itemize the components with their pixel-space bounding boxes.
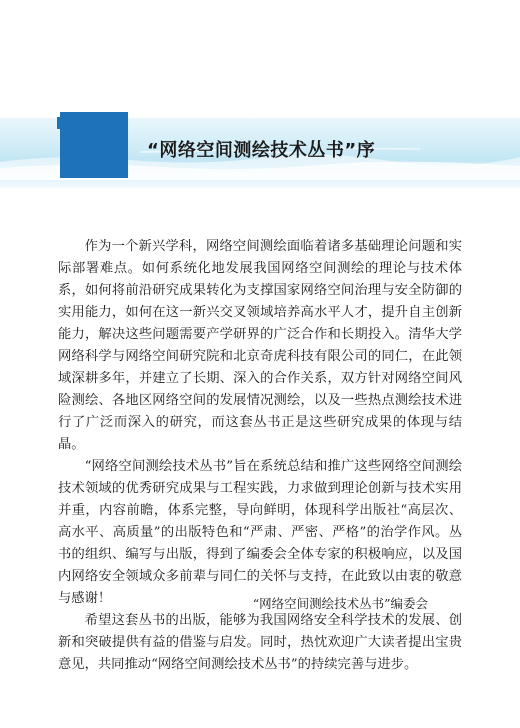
editorial-signature: “网络空间测绘技术丛书”编委会 <box>252 596 428 611</box>
paragraph-1: 作为一个新兴学科，网络空间测绘面临着诸多基础理论问题和实际部署难点。如何系统化地发展我国网络空间测绘的理论与技术体系，如何将前沿研究成果转化为支撑国家网络空间治理与安全防御的实用能力，如何在这一新兴交叉领域培养高水平人才，提升自主创新能力，解决这些问题需要产学研界的广泛合作和长期投入。清华大学网络科学与网络空间研究院和北京奇虎科技有限公司的同仁，在此领域深耕多年，并建立了长期、深入的合作关系，双方针对网络空间风险测绘、各地区网络空间的发展情况测绘，以及一些热点测绘技术进行了广泛而深入的研究，而这套丛书正是这些研究成果的体现与结晶。 <box>58 239 462 452</box>
paragraph-2: “网络空间测绘技术丛书”旨在系统总结和推广这些网络空间测绘技术领域的优秀研究成果与工程实践，力求做到理论创新与技术实用并重，内容前瞻，体系完整，导向鲜明，体现科学出版社“高层次、高水平、高质量”的出版特色和“严肃、严密、严格”的治学作风。丛书的组织、编写与出版，得到了编委会全体专家的积极响应，以及国内网络安全领域众多前辈与同仁的关怀与支持，在此致以由衷的敬意与感谢！ <box>58 459 462 606</box>
page-title: “网络空间测绘技术丛书”序 <box>147 140 376 161</box>
header-accent-block <box>60 112 128 178</box>
paragraph-3: 希望这套丛书的出版，能够为我国网络安全科学技术的发展、创新和突破提供有益的借鉴与启发。同时，热忱欢迎广大读者提出宝贵意见，共同推动“网络空间测绘技术丛书”的持续完善与进步。 <box>58 613 462 672</box>
